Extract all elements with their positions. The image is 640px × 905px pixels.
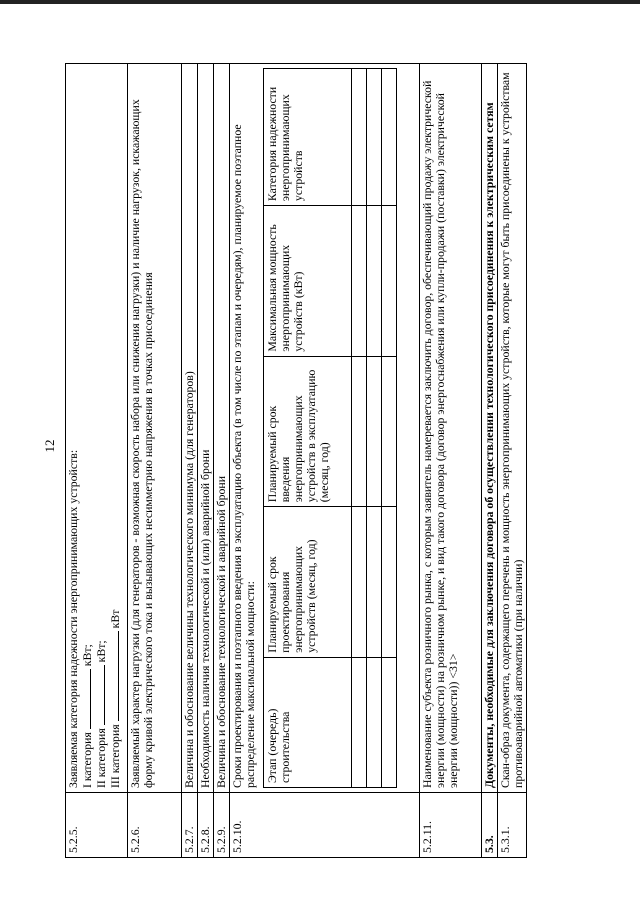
table-row [182, 64, 198, 858]
table-row [128, 64, 182, 858]
stages-cell [367, 356, 382, 507]
stages-cell [382, 657, 397, 787]
rotated-document-content [65, 63, 593, 858]
row-text: Необходимость наличия технологической и (или) аварийной брони [198, 64, 214, 793]
row-text: Заявляемая категория надежности энергопринимающих устройств: [66, 449, 80, 788]
page-number: 12 [42, 439, 57, 453]
stages-cell [382, 206, 397, 357]
row-text: Величина и обоснование технологической и аварийной брони [214, 64, 230, 793]
category-label: II категория [94, 728, 108, 788]
row-text: Сроки проектирования и поэтапного введения в эксплуатацию объекта (в том числе по этапам и очередям), планируемое поэтапное распределение максимальной мощности: [230, 124, 257, 788]
stages-header-cell: Планируемый срок введения энергопринимающих устройств в эксплуатацию (месяц, год) [264, 356, 352, 507]
category-label: III категория [108, 724, 122, 788]
stages-cell [367, 206, 382, 357]
stages-empty-row [382, 69, 397, 788]
table-row [482, 64, 498, 858]
category-line [94, 68, 108, 788]
stages-cell [352, 507, 367, 658]
stages-cell [382, 356, 397, 507]
stages-cell [352, 356, 367, 507]
row-number: 5.2.6. [128, 793, 182, 858]
row-number: 5.2.11. [420, 793, 482, 858]
stages-cell [382, 507, 397, 658]
stages-cell [382, 69, 397, 206]
category-unit: кВт [108, 609, 122, 629]
stages-cell [367, 69, 382, 206]
category-blank [108, 631, 119, 721]
category-unit: кВт; [94, 640, 108, 663]
stages-empty-row [352, 69, 367, 788]
row-text: Наименование субъекта розничного рынка, с которым заявитель намеревается заключить договор, обеспечивающий продажу электрической энергии (мощности) на розничном рынке, и вид такого договора (договор энергоснабжения или купли-продажи (поставки) электрической энергии (мощности)) <31> [420, 64, 482, 793]
stages-table [263, 68, 397, 788]
stages-header-cell: Максимальная мощность энергопринимающих устройств (кВт) [264, 206, 352, 357]
table-row [420, 64, 482, 858]
row-text: Величина и обоснование величины технологического минимума (для генераторов) [182, 64, 198, 793]
stages-header-cell: Этап (очередь) строительства [264, 657, 352, 787]
table-row [66, 64, 128, 858]
table-row [214, 64, 230, 858]
category-label: I категория [80, 732, 94, 788]
row-text: Скан-образ документа, содержащего перечень и мощность энергопринимающих устройств, которые могут быть присоединены к устройствам противоаварийной автоматики (при наличии) [498, 64, 527, 793]
table-row [230, 64, 420, 858]
stages-header-cell: Категория надежности энергопринимающих устройств [264, 69, 352, 206]
category-line [80, 68, 94, 788]
stages-header-row [264, 69, 352, 788]
category-blank [94, 665, 105, 725]
row-text: Заявляемый характер нагрузки (для генераторов - возможная скорость набора или снижения нагрузки) и наличие нагрузок, искажающих форму кривой электрического тока и вызывающих несимметрию напряжения в точках присоединения [128, 64, 182, 793]
row-number: 5.2.9. [214, 793, 230, 858]
row-number: 5.2.10. [230, 793, 420, 858]
row-number: 5.2.7. [182, 793, 198, 858]
requirements-table [65, 63, 527, 858]
table-row [198, 64, 214, 858]
row-text: Документы, необходимые для заключения договора об осуществлении технологического присоединения к электрическим сетям [482, 64, 498, 793]
stages-empty-row [367, 69, 382, 788]
table-row [498, 64, 527, 858]
stages-cell [367, 507, 382, 658]
category-unit: кВт; [80, 644, 94, 667]
category-line [108, 68, 122, 788]
category-blank [80, 669, 91, 729]
row-content [66, 64, 128, 793]
row-number: 5.2.5. [66, 793, 128, 858]
stages-header-cell: Планируемый срок проектирования энергопринимающих устройств (месяц, год) [264, 507, 352, 658]
row-content [230, 64, 420, 793]
stages-cell [352, 657, 367, 787]
row-number: 5.3.1. [498, 793, 527, 858]
scan-top-edge [0, 0, 640, 4]
row-number: 5.2.8. [198, 793, 214, 858]
stages-cell [367, 657, 382, 787]
row-number: 5.3. [482, 793, 498, 858]
stages-cell [352, 69, 367, 206]
stages-cell [352, 206, 367, 357]
